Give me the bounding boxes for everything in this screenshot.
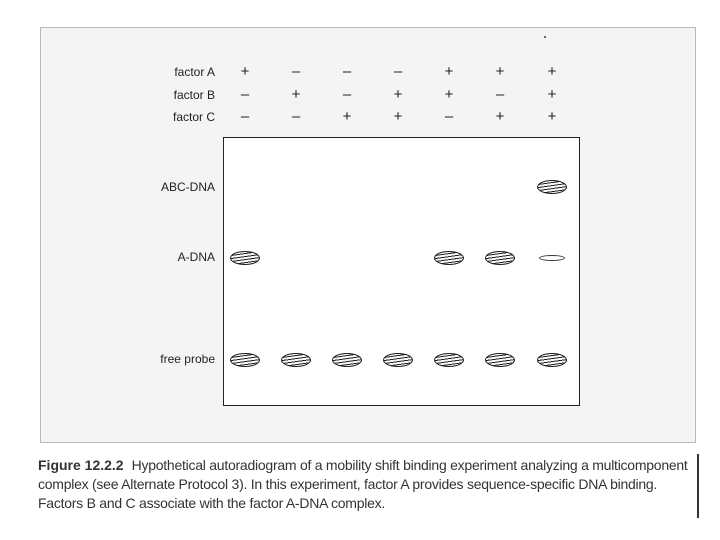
sign-factor-3-lane-1: – (240, 108, 250, 125)
band-free-lane-6 (485, 353, 515, 367)
scan-speck (544, 36, 546, 38)
band-free-lane-5 (434, 353, 464, 367)
sign-factor-3-lane-3: + (342, 108, 352, 125)
band-label-abc-dna: ABC-DNA (160, 180, 215, 194)
band-label-a-dna: A-DNA (177, 250, 215, 264)
sign-factor-2-lane-5: + (444, 86, 454, 103)
sign-factor-3-lane-7: + (547, 108, 557, 125)
sign-factor-1-lane-2: – (291, 63, 301, 80)
factor-c-label: factor C (172, 110, 215, 124)
sign-factor-1-lane-6: + (495, 63, 505, 80)
sign-factor-1-lane-4: – (393, 63, 403, 80)
sign-factor-1-lane-7: + (547, 63, 557, 80)
sign-factor-1-lane-3: – (342, 63, 352, 80)
band-a-lane-5 (434, 251, 464, 265)
band-a-lane-1 (230, 251, 260, 265)
sign-factor-1-lane-5: + (444, 63, 454, 80)
figure-caption (38, 456, 698, 513)
band-free-lane-3 (332, 353, 362, 367)
sign-factor-1-lane-1: + (240, 63, 250, 80)
sign-factor-2-lane-2: + (291, 86, 301, 103)
sign-factor-2-lane-7: + (547, 86, 557, 103)
sign-factor-2-lane-4: + (393, 86, 403, 103)
figure-number: Figure 12.2.2 (38, 457, 124, 473)
sign-factor-2-lane-1: – (240, 86, 250, 103)
sign-factor-3-lane-6: + (495, 108, 505, 125)
band-a-lane-6 (485, 251, 515, 265)
band-a-lane-7 (539, 255, 565, 261)
band-free-lane-4 (383, 353, 413, 367)
sign-factor-2-lane-3: – (342, 86, 352, 103)
caption-text: Hypothetical autoradiogram of a mobility shift binding experiment analyzing a multicomponent complex (see Alternate Protocol 3). In this experiment, factor A provides sequence-specific DNA binding. Factors B and C associate with the factor A-DNA complex. (38, 457, 688, 511)
sign-factor-3-lane-5: – (444, 108, 454, 125)
sign-factor-3-lane-4: + (393, 108, 403, 125)
sign-factor-2-lane-6: – (495, 86, 505, 103)
margin-mark (697, 454, 699, 518)
band-free-lane-7 (537, 353, 567, 367)
band-free-lane-1 (230, 353, 260, 367)
band-free-lane-2 (281, 353, 311, 367)
factor-a-label: factor A (174, 65, 215, 79)
band-abc-lane-7 (537, 180, 567, 194)
sign-factor-3-lane-2: – (291, 108, 301, 125)
factor-b-label: factor B (173, 88, 215, 102)
band-label-free-probe: free probe (160, 352, 215, 366)
